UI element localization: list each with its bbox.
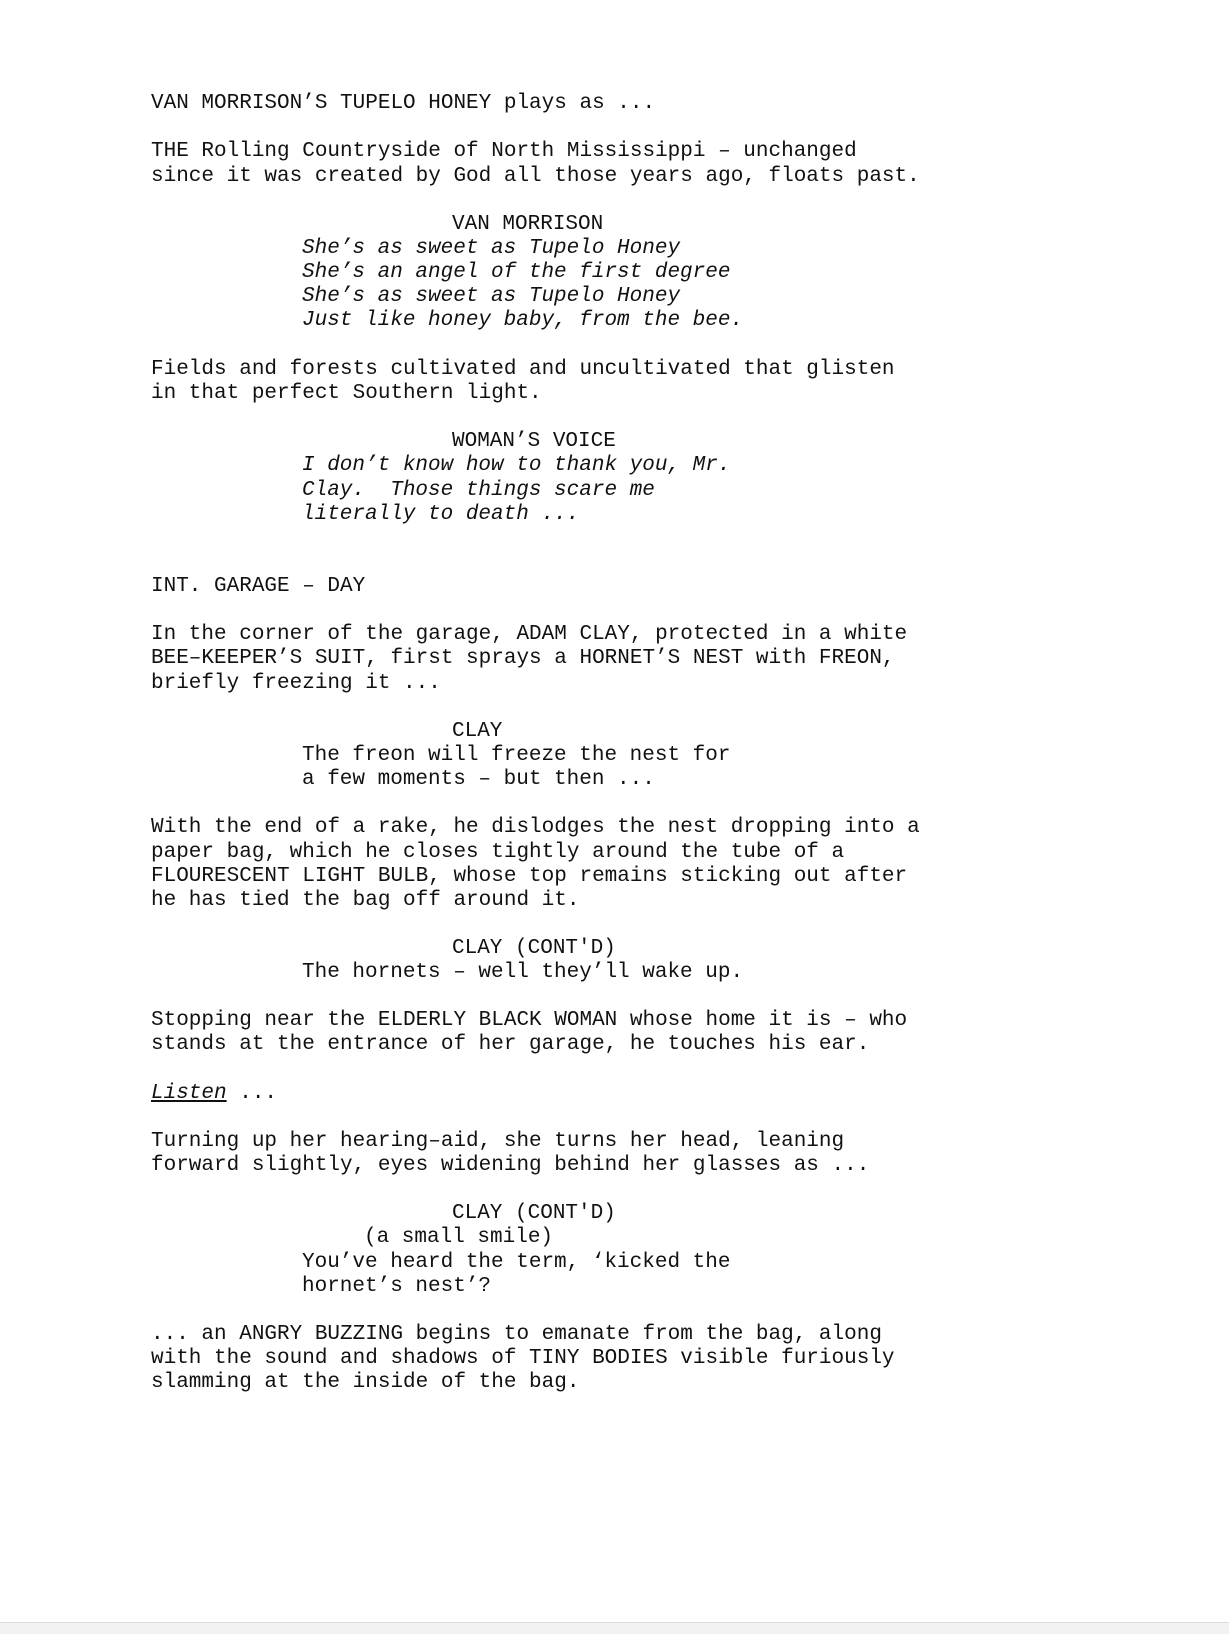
dialogue-line: hornet’s nest’?: [302, 1275, 492, 1298]
action-line: stands at the entrance of her garage, he touches his ear.: [151, 1033, 870, 1056]
action-line: with the sound and shadows of TINY BODIES visible furiously: [151, 1347, 895, 1370]
dialogue-line: literally to death ...: [302, 503, 580, 526]
dialogue-line: The freon will freeze the nest for: [302, 744, 731, 767]
action-line: Fields and forests cultivated and uncultivated that glisten: [151, 358, 895, 381]
emphasis-text: Listen: [151, 1082, 227, 1105]
scene-heading: INT. GARAGE – DAY: [151, 575, 366, 598]
action-line: FLOURESCENT LIGHT BULB, whose top remains sticking out after: [151, 865, 908, 888]
character-cue: VAN MORRISON: [452, 213, 604, 236]
dialogue-line: You’ve heard the term, ‘kicked the: [302, 1251, 731, 1274]
lyric-line: She’s as sweet as Tupelo Honey: [302, 237, 681, 260]
action-line: THE Rolling Countryside of North Mississippi – unchanged: [151, 140, 857, 163]
action-line: In the corner of the garage, ADAM CLAY, protected in a white: [151, 623, 908, 646]
dialogue-line: a few moments – but then ...: [302, 768, 655, 791]
action-line: paper bag, which he closes tightly around the tube of a: [151, 841, 845, 864]
action-line: Stopping near the ELDERLY BLACK WOMAN whose home it is – who: [151, 1009, 908, 1032]
lyric-line: She’s as sweet as Tupelo Honey: [302, 285, 681, 308]
action-line: in that perfect Southern light.: [151, 382, 542, 405]
character-cue: CLAY: [452, 720, 503, 743]
action-line: Turning up her hearing–aid, she turns her head, leaning: [151, 1130, 845, 1153]
page-bottom-edge: [0, 1622, 1229, 1634]
action-line: VAN MORRISON’S TUPELO HONEY plays as ...: [151, 92, 656, 115]
character-cue: CLAY (CONT'D): [452, 1202, 616, 1225]
action-line: briefly freezing it ...: [151, 672, 441, 695]
action-line: slamming at the inside of the bag.: [151, 1371, 580, 1394]
dialogue-line: I don’t know how to thank you, Mr.: [302, 454, 731, 477]
action-line: he has tied the bag off around it.: [151, 889, 580, 912]
action-line: With the end of a rake, he dislodges the nest dropping into a: [151, 816, 920, 839]
lyric-line: Just like honey baby, from the bee.: [302, 309, 744, 332]
action-line: [151, 1081, 277, 1106]
action-text: ...: [226, 1082, 278, 1105]
character-cue: WOMAN’S VOICE: [452, 430, 616, 453]
action-line: ... an ANGRY BUZZING begins to emanate from the bag, along: [151, 1323, 882, 1346]
character-cue: CLAY (CONT'D): [452, 937, 616, 960]
action-line: BEE–KEEPER’S SUIT, first sprays a HORNET’S NEST with FREON,: [151, 647, 895, 670]
action-line: since it was created by God all those years ago, floats past.: [151, 165, 920, 188]
action-line: forward slightly, eyes widening behind her glasses as ...: [151, 1154, 870, 1177]
dialogue-line: The hornets – well they’ll wake up.: [302, 961, 744, 984]
dialogue-line: Clay. Those things scare me: [302, 479, 655, 502]
lyric-line: She’s an angel of the first degree: [302, 261, 731, 284]
parenthetical: (a small smile): [364, 1226, 554, 1249]
